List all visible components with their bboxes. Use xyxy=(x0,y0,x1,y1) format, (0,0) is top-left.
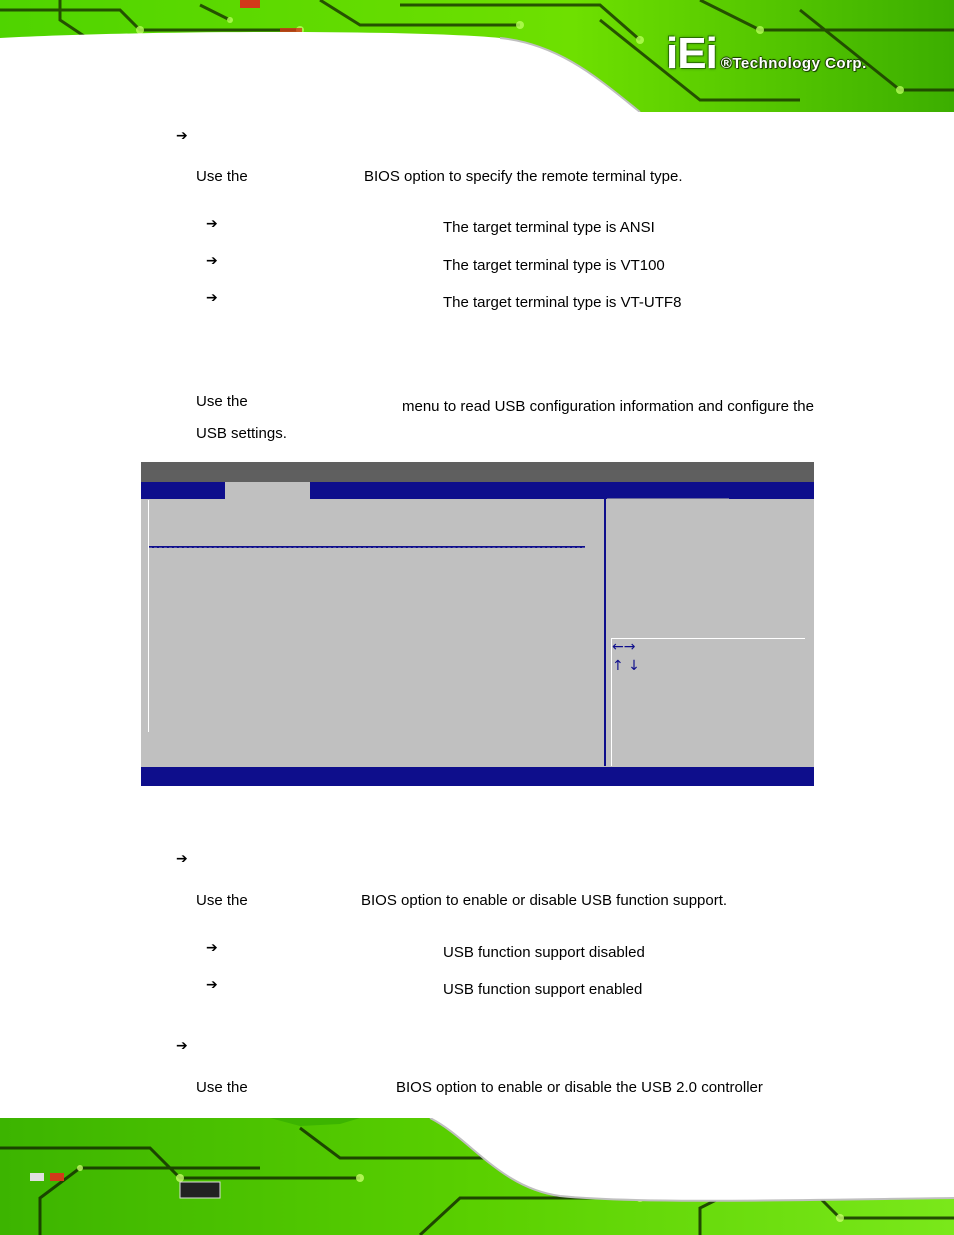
option-desc-vtutf8: The target terminal type is VT-UTF8 xyxy=(443,294,682,311)
iei-logo xyxy=(666,28,867,76)
bios-help-header-line xyxy=(607,498,729,499)
logo-text: ®Technology Corp. xyxy=(720,55,867,72)
option-arrow-vtutf8: ➔ xyxy=(206,290,218,306)
circuit-board-footer xyxy=(0,1118,954,1235)
bios-separator xyxy=(149,546,585,548)
bios-menu-bar xyxy=(141,482,814,499)
option-arrow-vt100: ➔ xyxy=(206,253,218,269)
nav-key-up-down: ↑ ↓ xyxy=(612,658,640,674)
page-header xyxy=(0,0,954,112)
usb20-intro-suffix: BIOS option to enable or disable the USB 2.0 controller xyxy=(396,1079,763,1096)
bios-active-tab[interactable] xyxy=(225,482,310,499)
terminal-intro-suffix: BIOS option to specify the remote terminal type. xyxy=(364,168,683,185)
bios-help-separator xyxy=(611,638,805,639)
section-arrow-usb-function: ➔ xyxy=(176,851,188,867)
bios-panel-divider xyxy=(604,499,606,766)
option-desc-ansi: The target terminal type is ANSI xyxy=(443,219,655,236)
usb-intro-prefix: Use the xyxy=(196,393,248,410)
usb-function-intro-suffix: BIOS option to enable or disable USB function support. xyxy=(361,892,728,909)
bios-title-bar xyxy=(141,462,814,482)
usb-function-intro-prefix: Use the xyxy=(196,892,248,909)
logo-mark: iEi xyxy=(666,29,717,78)
option-desc-enabled: USB function support enabled xyxy=(443,981,643,998)
terminal-intro-prefix: Use the xyxy=(196,168,248,185)
page-footer xyxy=(0,1118,954,1235)
section-arrow-terminal: ➔ xyxy=(176,128,188,144)
option-arrow-disabled: ➔ xyxy=(206,940,218,956)
usb-intro-suffix: menu to read USB configuration information and configure the USB settings. xyxy=(196,398,814,442)
section-arrow-usb20: ➔ xyxy=(176,1038,188,1054)
bios-left-border xyxy=(148,500,149,732)
usb20-intro-prefix: Use the xyxy=(196,1079,248,1096)
option-arrow-ansi: ➔ xyxy=(206,216,218,232)
option-desc-vt100: The target terminal type is VT100 xyxy=(443,257,665,274)
nav-key-left-right: ←→ xyxy=(612,639,636,655)
option-arrow-enabled: ➔ xyxy=(206,977,218,993)
option-desc-disabled: USB function support disabled xyxy=(443,944,645,961)
bios-screen xyxy=(141,462,814,786)
bios-bottom-bar xyxy=(141,767,814,786)
